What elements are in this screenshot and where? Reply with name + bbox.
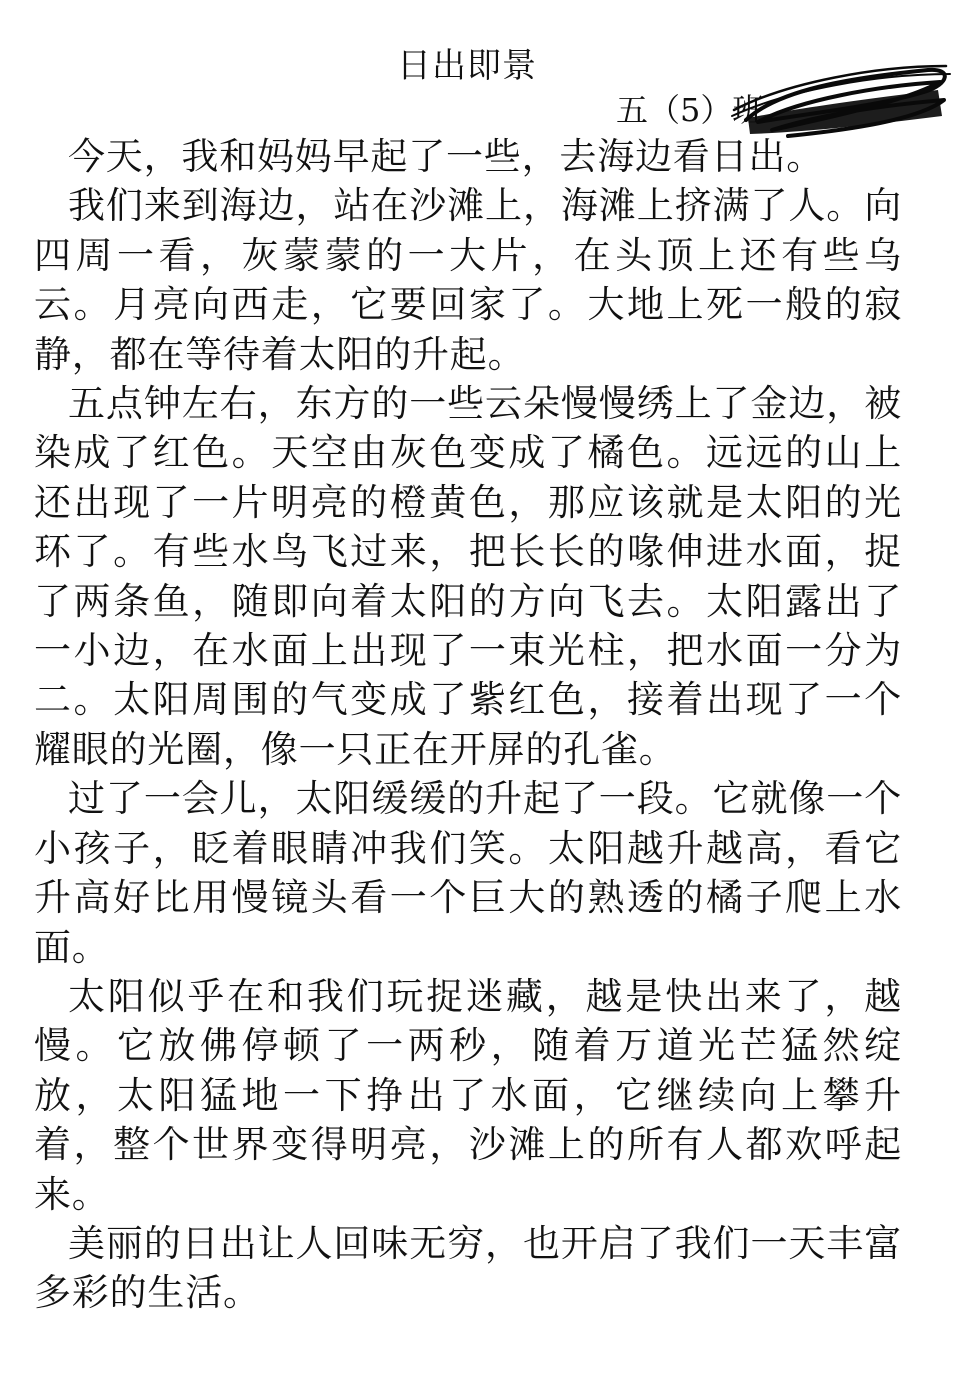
paragraph-1: 今天，我和妈妈早起了一些，去海边看日出。 — [68, 135, 824, 178]
paragraph-2: 我们来到海边，站在沙滩上，海滩上挤满了人。向四周一看，灰蒙蒙的一大片，在头顶上还有些乌云。月亮向西走，它要回家了。大地上死一般的寂静，都在等待着太阳的升起。 — [34, 184, 902, 376]
class-label: 五（5）班 — [616, 91, 765, 129]
redaction-scribble — [728, 60, 954, 140]
paragraph-3: 五点钟左右，东方的一些云朵慢慢绣上了金边，被染成了红色。天空由灰色变成了橘色。远远的山上还出现了一片明亮的橙黄色，那应该就是太阳的光环了。有些水鸟飞过来，把长长的喙伸进水面，捉了两条鱼，随即向着太阳的方向飞去。太阳露出了一小边，在水面上出现了一束光柱，把水面一分为二。太阳周围的气变成了紫红色，接着出现了一个耀眼的光圈，像一只正在开屏的孔雀。 — [34, 382, 902, 771]
paragraph-5: 太阳似乎在和我们玩捉迷藏，越是快出来了，越慢。它放佛停顿了一两秒，随着万道光芒猛然绽放，太阳猛地一下挣出了水面，它继续向上攀升着，整个世界变得明亮，沙滩上的所有人都欢呼起来。 — [34, 974, 902, 1216]
paragraph-4: 过了一会儿，太阳缓缓的升起了一段。它就像一个小孩子，眨着眼睛冲我们笑。太阳越升越高，看它升高好比用慢镜头看一个巨大的熟透的橘子爬上水面。 — [34, 777, 902, 969]
essay-body — [34, 132, 902, 1318]
essay-title: 日出即景 — [397, 46, 537, 86]
paragraph-6: 美丽的日出让人回味无穷，也开启了我们一天丰富多彩的生活。 — [34, 1221, 902, 1315]
